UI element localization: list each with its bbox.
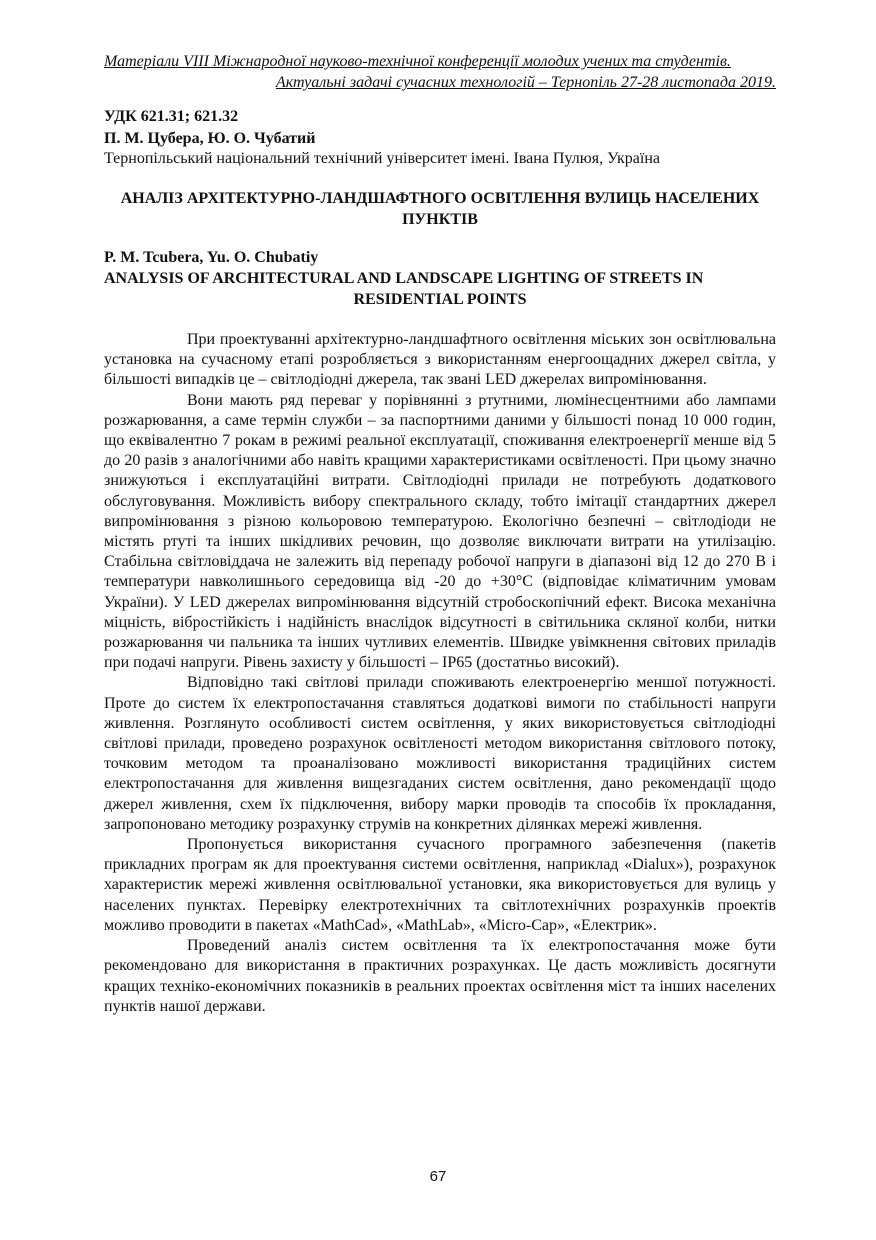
paragraph: Проведений аналіз систем освітлення та їх електропостачання може бути рекомендовано для використання в практичних розрахунках. Це дасть можливість досягнути кращих техніко-економічних показників в реальних проектах освітлення міст та інших населених пунктів нашої держави. — [104, 937, 776, 1015]
page-number: 67 — [429, 1168, 447, 1185]
udc-code: УДК 621.31; 621.32 — [104, 108, 239, 125]
authors-ukrainian: П. М. Цубера, Ю. О. Чубатий — [104, 130, 316, 147]
affiliation: Тернопільський національний технічний університет імені. Івана Пулюя, Україна — [104, 150, 660, 167]
running-header-line-2: Актуальні задачі сучасних технологій – Тернопіль 27-28 листопада 2019. — [275, 74, 776, 91]
paragraph: Вони мають ряд переваг у порівнянні з ртутними, люмінесцентними або лампами розжарювання, а саме термін служби – за паспортними даними у більшості понад 10 000 годин, що еквівалентно 7 рокам в режимі реальної експлуатації, споживання електроенергії менше від 5 до 20 разів з аналогічними або навіть кращими характеристиками освітленості. При цьому значно знижуються і експлуатаційні витрати. Світлодіодні прилади не потребують додаткового обслуговування. Можливість вибору спектрального складу, тобто імітації стандартних джерел випромінювання з різною кольоровою температурою. Екологічно безпечні – світлодіоди не містять ртуті та інших шкідливих речовин, що дозволяє виключати витрати на утилізацію. Стабільна світловіддача не залежить від перепаду робочої напруги в діапазоні від 12 до 270 В і температури навколишнього середовища від -20 до +30°C (відповідає кліматичним умовам України). У LED джерелах випромінювання відсутній стробоскопічний ефект. Висока механічна міцність, вібростійкість і надійність внаслідок відсутності в світильника скляної колби, нитки розжарювання чи пальника та інших чутливих елементів. Швидке увімкнення світових приладів при подачі напруги. Рівень захисту у більшості – IP65 (достатньо високий). — [104, 391, 776, 672]
article-body — [104, 330, 776, 1017]
paragraph: Відповідно такі світлові прилади споживають електроенергію меншої потужності. Проте до систем їх електропостачання ставляться додаткові вимоги по стабільності напруги живлення. Розглянуто особливості систем освітлення, у яких використовується світлодіодні світлові прилади, проведено розрахунок освітленості методом використання світлового потоку, точковим методом та проаналізовано можливості використання традиційних систем електропостачання для живлення вищезгаданих систем освітлення, дано рекомендації щодо джерел живлення, схем їх підключення, вибору марки проводів та способів їх прокладання, запропоновано методику розрахунку струмів на конкретних ділянках мережі живлення. — [104, 674, 776, 833]
title-ukrainian: АНАЛІЗ АРХІТЕКТУРНО-ЛАНДШАФТНОГО ОСВІТЛЕННЯ ВУЛИЦЬ НАСЕЛЕНИХ ПУНКТІВ — [120, 190, 760, 228]
title-english-line-2: RESIDENTIAL POINTS — [353, 291, 527, 308]
running-header-line-1: Матеріали VIII Міжнародної науково-технічної конференції молодих учених та студентів. — [104, 53, 731, 70]
title-english — [104, 268, 776, 310]
paragraph: Пропонується використання сучасного програмного забезпечення (пакетів прикладних програм як для проектування системи освітлення, наприклад «Dialux»), розрахунок характеристик мережі живлення освітлювальної установки, яка використовується для вулиць у населених пунктах. Перевірку електротехнічних та світлотехнічних розрахунків проектів можливо проводити в пакетах «MathCad», «MathLab», «Micro-Cap», «Електрик». — [104, 836, 776, 934]
authors-english: P. M. Tcubera, Yu. O. Chubatiy — [104, 249, 319, 266]
paragraph: При проектуванні архітектурно-ландшафтного освітлення міських зон освітлювальна установка на сучасному етапі розробляється з використанням енергоощадних джерел світла, у більшості випадків це – світлодіодні джерела, так звані LED джерелах випромінювання. — [104, 331, 776, 389]
title-english-line-1: ANALYSIS OF ARCHITECTURAL AND LANDSCAPE LIGHTING OF STREETS IN — [104, 270, 704, 287]
